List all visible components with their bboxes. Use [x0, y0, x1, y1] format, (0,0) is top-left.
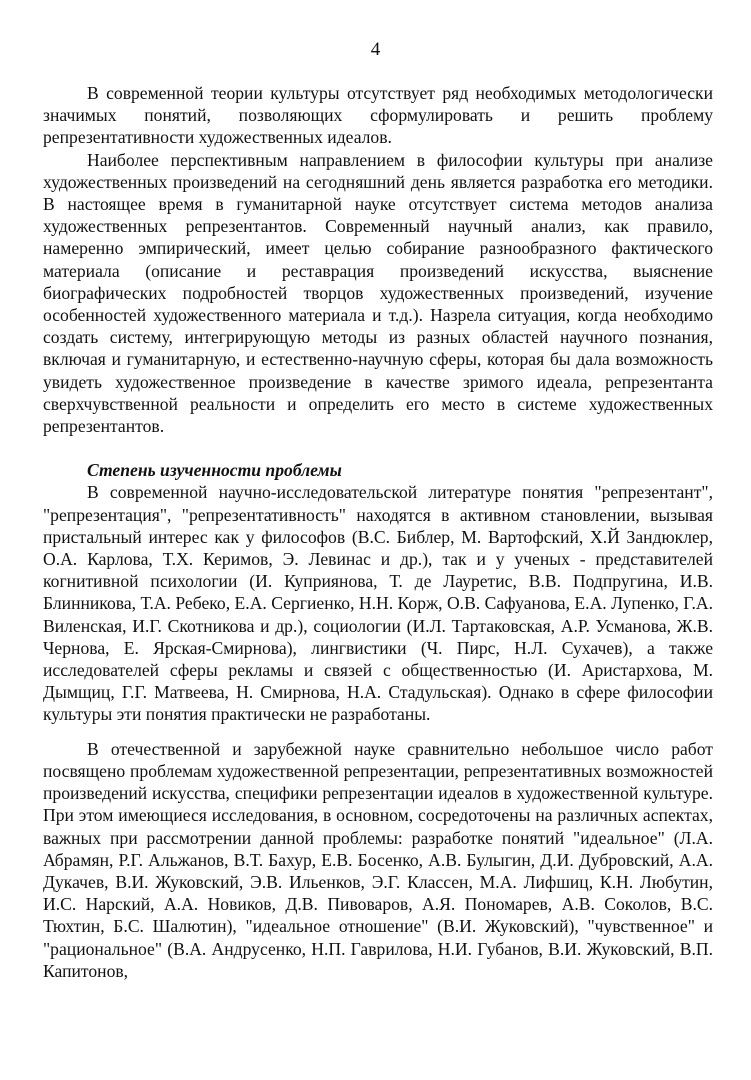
- section-heading: Степень изученности проблемы: [87, 460, 342, 481]
- paragraph-research: В отечественной и зарубежной науке сравнительно небольшое число работ посвящено проблемам художественной репрезентации, репрезентативных возможностей произведений искусства, специфики репрезентации идеалов в художественной культуре. При этом имеющиеся исследования, в основном, сосредоточены на различных аспектах, важных при рассмотрении данной проблемы: разработке понятий "идеальное" (Л.А. Абрамян, Р.Г. Альжанов, В.Т. Бахур, Е.В. Босенко, А.В. Булыгин, Д.И. Дубровский, А.А. Дукачев, В.И. Жуковский, Э.В. Ильенков, Э.Г. Классен, М.А. Лифшиц, К.Н. Любутин, И.С. Нарский, А.А. Новиков, Д.В. Пивоваров, А.Я. Пономарев, А.В. Соколов, В.С. Тюхтин, Б.С. Шалютин), "идеальное отношение" (В.И. Жуковский), "чувственное" и "рациональное" (В.А. Андрусенко, Н.П. Гаврилова, Н.И. Губанов, В.И. Жуковский, В.П. Капитонов,: [43, 738, 713, 981]
- paragraph-methodology: Наиболее перспективным направлением в философии культуры при анализе художественных произведений на сегодняшний день является разработка его методики. В настоящее время в гуманитарной науке отсутствует система методов анализа художественных репрезентантов. Современный научный анализ, как правило, намеренно эмпирический, имеет целью собирание разнообразного фактического материала (описание и реставрация произведений искусства, выяснение биографических подробностей творцов художественных произведений, изучение особенностей художественного материала и т.д.). Назрела ситуация, когда необходимо создать систему, интегрирующую методы из разных областей научного познания, включая и гуманитарную, и естественно-научную сферы, которая бы дала возможность увидеть художественное произведение в качестве зримого идеала, репрезентанта сверхчувственной реальности и определить его место в системе художественных репрезентантов.: [43, 149, 713, 437]
- paragraph-intro: В современной теории культуры отсутствует ряд необходимых методологически значимых понятий, позволяющих сформулировать и решить проблему репрезентативности художественных идеалов.: [43, 83, 713, 148]
- document-body: [43, 82, 713, 982]
- page-number: 4: [370, 39, 381, 60]
- paragraph-literature: В современной научно-исследовательской литературе понятия "репрезентант", "репрезентация", "репрезентативность" находятся в активном становлении, вызывая пристальный интерес как у философов (В.С. Библер, М. Вартофский, Х.Й Зандюклер, О.А. Карлова, Т.Х. Керимов, Э. Левинас и др.), так и у ученых - представителей когнитивной психологии (И. Куприянова, Т. де Лауретис, В.В. Подпругина, И.В. Блинникова, Т.А. Ребеко, Е.А. Сергиенко, Н.Н. Корж, О.В. Сафуанова, Е.А. Лупенко, Г.А. Виленская, И.Г. Скотникова и др.), социологии (И.Л. Тартаковская, А.Р. Усманова, Ж.В. Чернова, Е. Ярская-Смирнова), лингвистики (Ч. Пирс, Н.Л. Сухачев), а также исследователей сферы рекламы и связей с общественностью (И. Аристархова, М. Дымщиц, Г.Г. Матвеева, Н. Смирнова, Н.А. Стадульская). Однако в сфере философии культуры эти понятия практически не разработаны.: [43, 482, 713, 725]
